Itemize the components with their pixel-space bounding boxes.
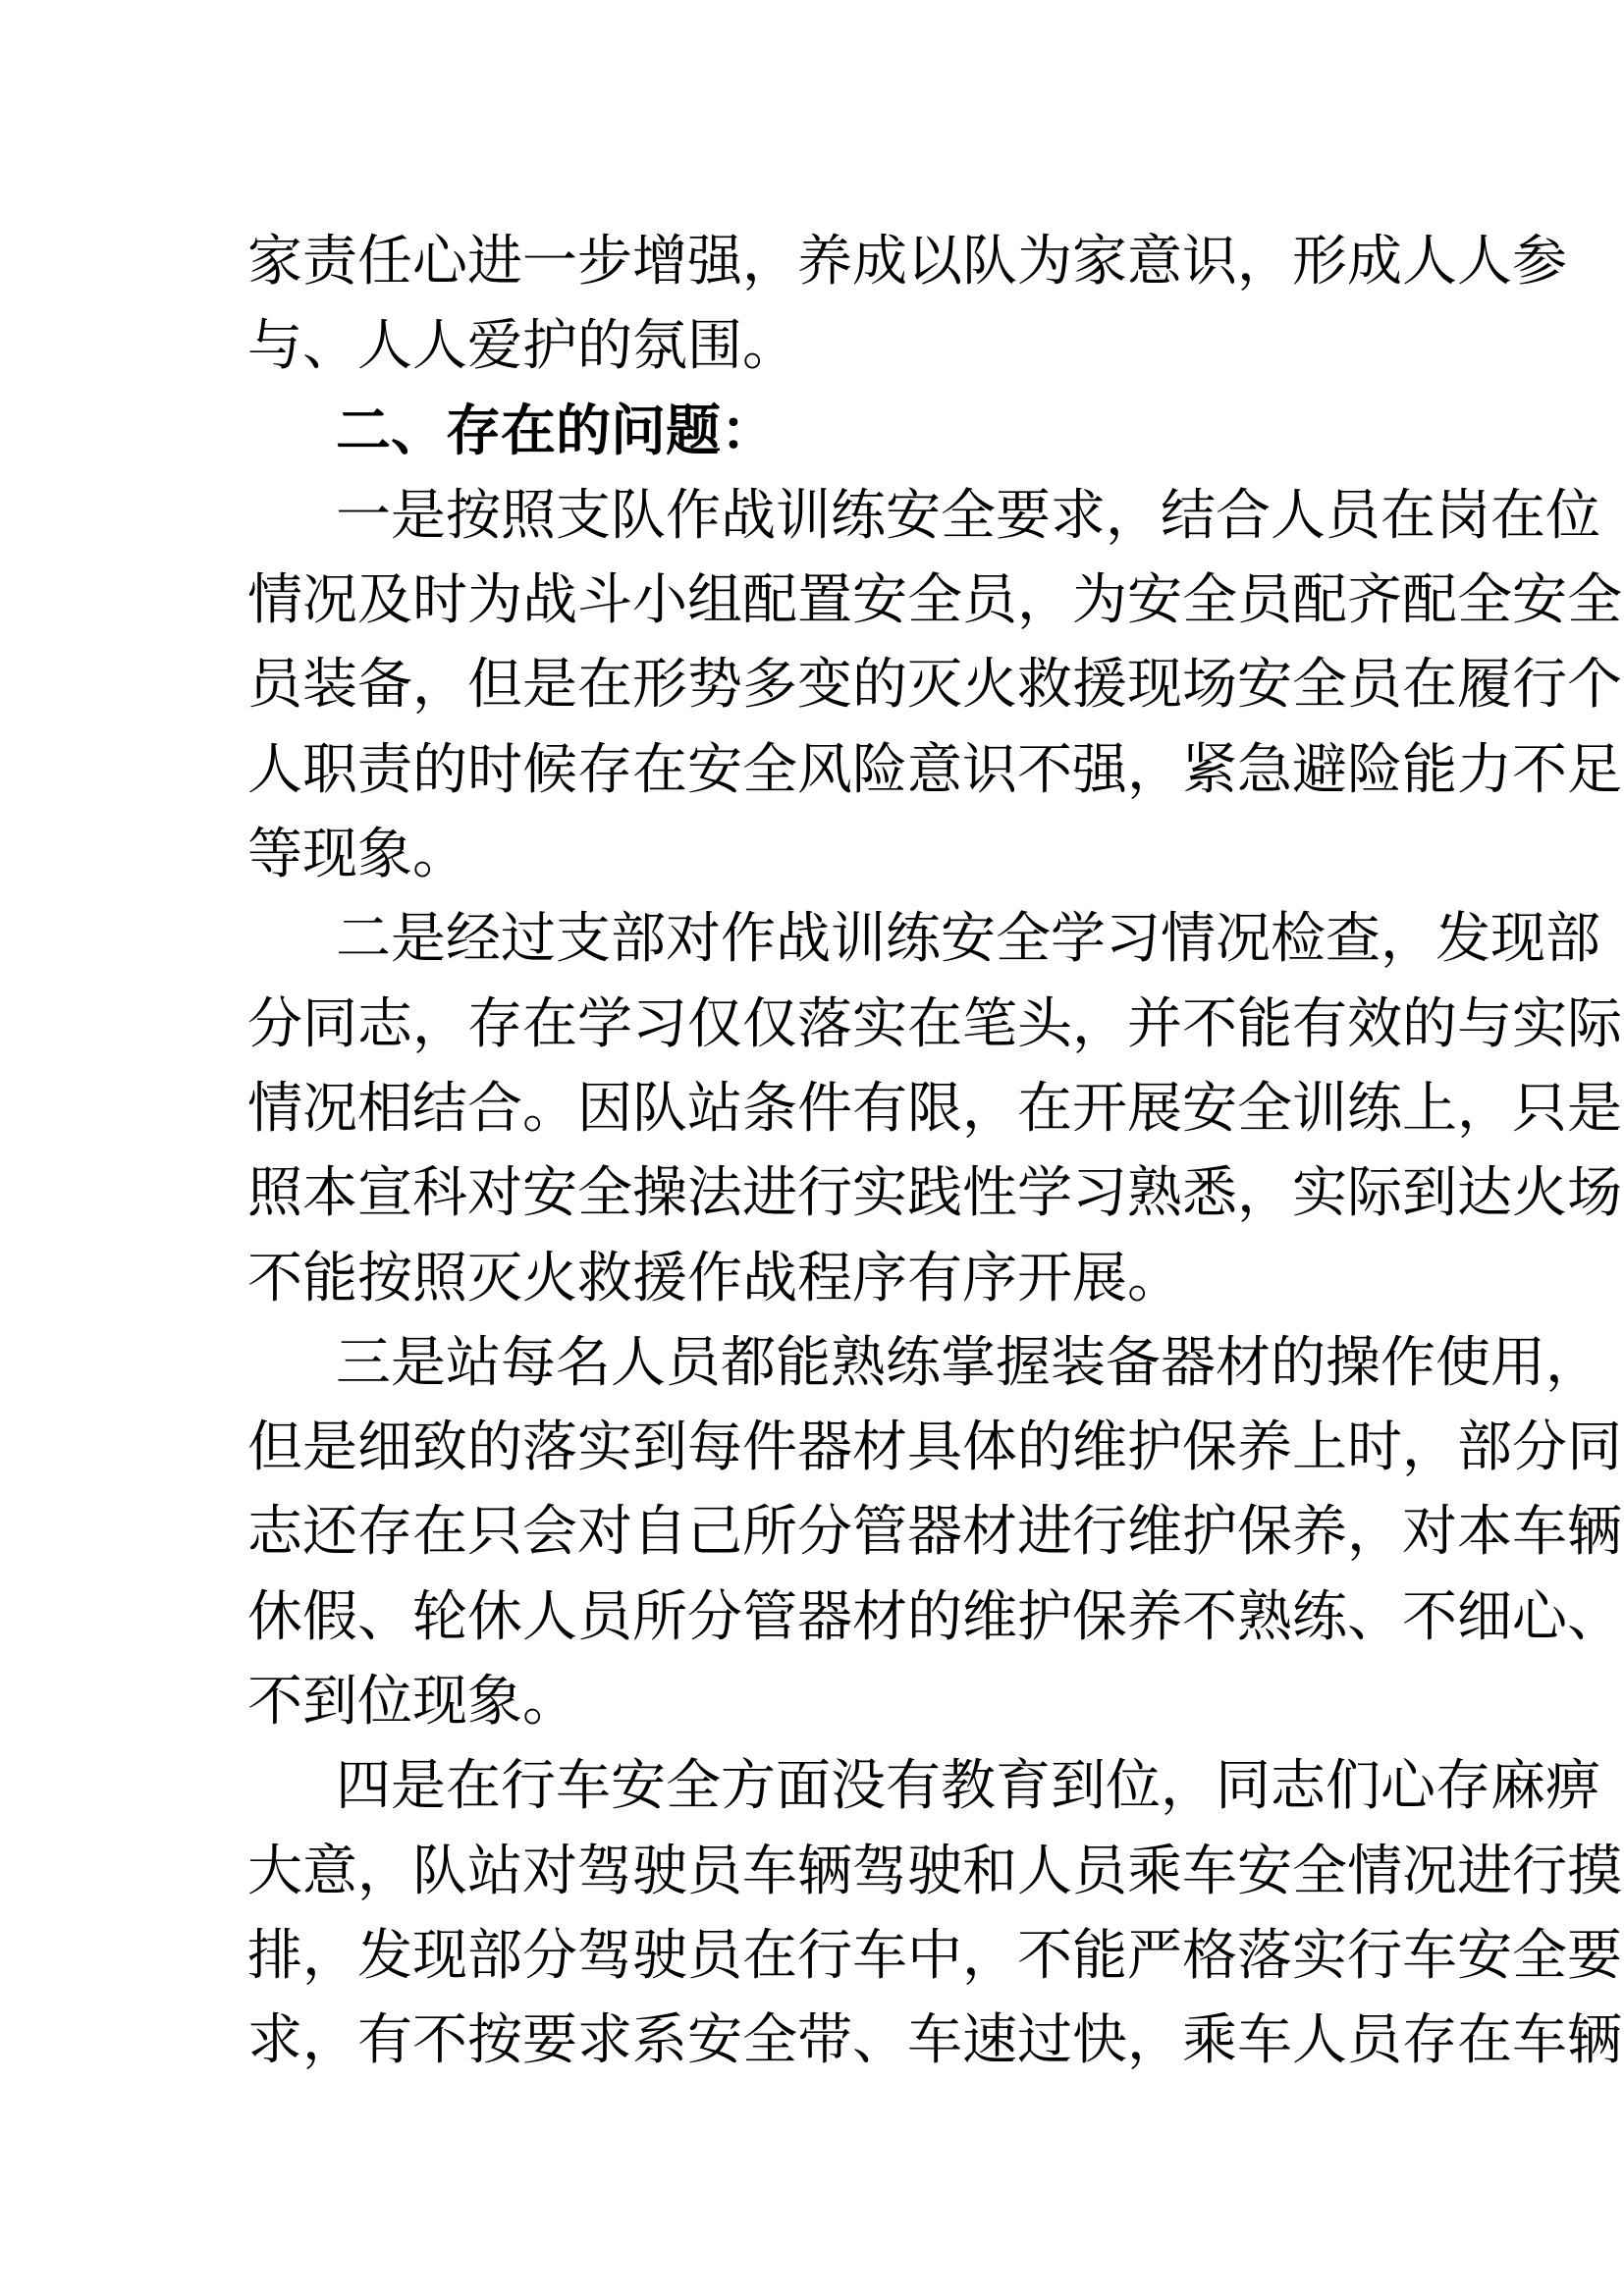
text-line: 等现象。 [247, 823, 467, 887]
text-line: 人职责的时候存在安全风险意识不强，紧急避险能力不足 [247, 737, 1622, 802]
text-line: 照本宣科对安全操法进行实践性学习熟悉，实际到达火场 [247, 1161, 1622, 1226]
document-page [247, 220, 1622, 2084]
paragraph [247, 1321, 1622, 1744]
paragraph [247, 1744, 1622, 2083]
paragraph [247, 474, 1622, 897]
text-line: 家责任心进一步增强，养成以队为家意识，形成人人参 [247, 230, 1567, 294]
text-line: 二、存在的问题： [336, 399, 776, 463]
text-line: 三是站每名人员都能熟练掌握装备器材的操作使用， [336, 1330, 1600, 1395]
text-line: 求，有不按要求系安全带、车速过快，乘车人员存在车辆 [247, 2008, 1622, 2073]
text-line: 二是经过支部对作战训练安全学习情况检查，发现部 [336, 907, 1600, 972]
text-line: 不能按照灭火救援作战程序有序开展。 [247, 1246, 1182, 1310]
text-line: 大意，队站对驾驶员车辆驾驶和人员乘车安全情况进行摸 [247, 1839, 1622, 1903]
text-line: 不到位现象。 [247, 1670, 577, 1735]
text-line: 志还存在只会对自己所分管器材进行维护保养，对本车辆 [247, 1500, 1622, 1565]
text-line: 分同志，存在学习仅仅落实在笔头，并不能有效的与实际 [247, 991, 1622, 1056]
text-line: 但是细致的落实到每件器材具体的维护保养上时，部分同 [247, 1415, 1622, 1480]
text-line: 四是在行车安全方面没有教育到位，同志们心存麻痹 [336, 1754, 1600, 1819]
paragraph [247, 897, 1622, 1320]
text-line: 情况及时为战斗小组配置安全员，为安全员配齐配全安全 [247, 568, 1622, 633]
text-line: 排，发现部分驾驶员在行车中，不能严格落实行车安全要 [247, 1923, 1622, 1988]
text-line: 休假、轮休人员所分管器材的维护保养不熟练、不细心、 [247, 1584, 1622, 1649]
text-line: 与、人人爱护的氛围。 [247, 314, 797, 379]
text-line: 员装备，但是在形势多变的灭火救援现场安全员在履行个 [247, 653, 1622, 718]
text-line: 一是按照支队作战训练安全要求，结合人员在岗在位 [336, 483, 1600, 548]
paragraph [247, 220, 1567, 390]
text-line: 情况相结合。因队站条件有限，在开展安全训练上，只是 [247, 1076, 1622, 1141]
section-heading [247, 390, 1386, 474]
